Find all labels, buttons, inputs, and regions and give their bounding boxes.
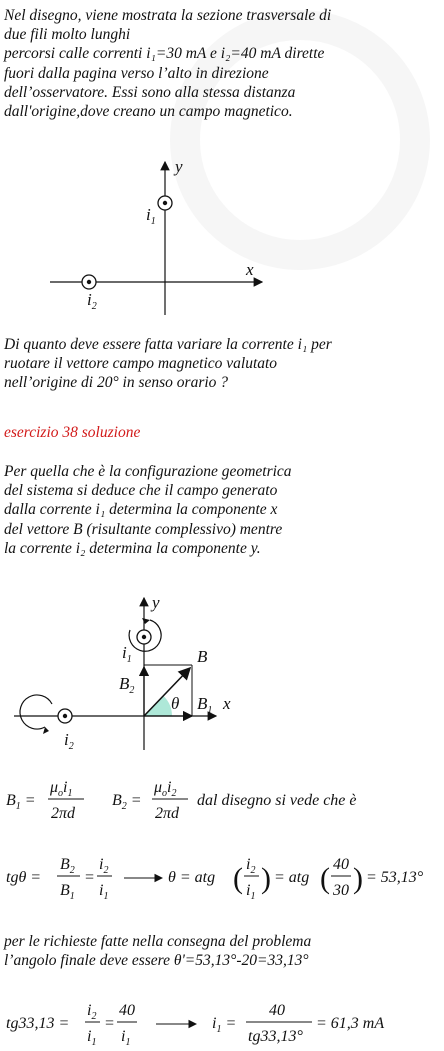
- question-line: Di quanto deve essere fatta variare la corrente i₁ per: [4, 336, 332, 353]
- svg-text:i1: $i_1$: [246, 882, 256, 902]
- svg-text:i1: $i_1$: [121, 1028, 131, 1048]
- svg-text:μoi2: $\mu_oi_2$: [154, 779, 177, 799]
- problem-line: dell’osservatore. Essi sono alla stessa distanza: [4, 83, 296, 101]
- question-line: nell’origine di 20° in senso orario ?: [4, 374, 229, 392]
- svg-text:tg33,13°: tg33,13°: [248, 1028, 303, 1045]
- wire-i2: [82, 275, 96, 289]
- conclusion: [4, 932, 440, 970]
- svg-text:40: 40: [119, 1002, 135, 1019]
- svg-text:B2: $B_2$: [60, 856, 75, 876]
- conclusion-line: per le richieste fatte nella consegna del problema: [4, 933, 312, 950]
- svg-text:θ = atg: θ = atg: [168, 869, 216, 886]
- wire-i2: [20, 695, 72, 734]
- svg-text:= atg: = atg: [274, 869, 310, 886]
- problem-line: percorsi calle correnti i₁=30 mA e i₂=40 mA dirette: [4, 45, 325, 63]
- wire-i1-label: $i_1$: [122, 643, 132, 665]
- svg-text:i1: $i_1$: [87, 1028, 97, 1048]
- svg-text:μoi1: $\mu_oi_1$: [50, 779, 73, 799]
- explanation-line: la corrente i₂ determina la componente y.: [4, 539, 261, 557]
- svg-text:dal disegno si vede che è: dal disegno si vede che è: [197, 792, 357, 809]
- x-axis-label: x: [246, 260, 254, 279]
- svg-text:i2: $i_2$: [246, 856, 256, 876]
- explanation-line: del sistema si deduce che il campo generato: [4, 482, 278, 500]
- svg-text:40: 40: [269, 1002, 285, 1019]
- wire-i1: [129, 618, 161, 651]
- theta-sector: [144, 696, 172, 716]
- question-line: ruotare il vettore campo magnetico valutato: [4, 355, 278, 373]
- B2-label: $B_2$: [119, 674, 135, 696]
- conclusion-line: l’angolo finale deve essere θ'=53,13°-20=33,13°: [4, 952, 309, 970]
- svg-text:=: =: [84, 869, 95, 886]
- svg-text:): ): [353, 862, 363, 895]
- explanation-line: del vettore B (risultante complessivo) mentre: [4, 520, 283, 538]
- wire-i2-label: $i_2$: [87, 290, 97, 312]
- svg-text:2πd: 2πd: [51, 805, 76, 822]
- svg-text:tgθ =: tgθ =: [6, 869, 42, 886]
- svg-text:30: 30: [333, 882, 349, 899]
- x-axis-label: x: [223, 694, 231, 713]
- problem-line: due fili molto lunghi: [4, 26, 131, 44]
- svg-text:): ): [261, 862, 271, 895]
- formula-new-current: [4, 996, 440, 1051]
- explanation: [4, 462, 440, 558]
- explanation-line: dalla corrente i₁ determina la componente x: [4, 501, 278, 519]
- svg-text:= 61,3 mA: = 61,3 mA: [316, 1015, 385, 1032]
- svg-text:2πd: 2πd: [155, 805, 180, 822]
- problem-statement: [4, 6, 440, 121]
- problem-line: dall'origine,dove creano un campo magnetico.: [4, 103, 293, 121]
- wire-i1: [158, 196, 172, 210]
- explanation-line: Per quella che è la configurazione geometrica: [4, 463, 292, 480]
- svg-text:i1 =: $i_1$ =: [212, 1015, 237, 1035]
- svg-text:(: (: [233, 862, 243, 895]
- svg-text:B1: $B_1$: [60, 882, 75, 902]
- question: [4, 335, 440, 393]
- svg-text:40: 40: [333, 856, 349, 873]
- solution-title: esercizio 38 soluzione: [4, 424, 141, 441]
- svg-text:B1 =: $B_1$ =: [6, 792, 36, 812]
- svg-text:= 53,13°: = 53,13°: [366, 869, 424, 886]
- svg-text:=: =: [104, 1015, 115, 1032]
- problem-line: fuori dalla pagina verso l’alto in direzione: [4, 64, 269, 82]
- wire-i2-label: $i_2$: [64, 730, 74, 752]
- field-vector-diagram: [0, 592, 444, 752]
- wire-i1-label: $i_1$: [146, 205, 156, 227]
- B-label: B: [197, 647, 208, 666]
- formula-angle: [4, 850, 440, 905]
- svg-text:B2 =: $B_2$ =: [112, 792, 142, 812]
- svg-text:tg33,13 =: tg33,13 =: [6, 1015, 70, 1032]
- svg-text:i2: $i_2$: [87, 1002, 97, 1022]
- wire-diagram: [0, 157, 444, 320]
- formula-field-magnitudes: [4, 772, 440, 827]
- svg-text:i2: $i_2$: [99, 856, 109, 876]
- svg-text:i1: $i_1$: [99, 882, 109, 902]
- y-axis-label: y: [152, 593, 160, 612]
- svg-text:(: (: [320, 862, 330, 895]
- problem-line: Nel disegno, viene mostrata la sezione trasversale di: [4, 7, 332, 24]
- B1-label: $B_1$: [197, 694, 213, 716]
- y-axis-label: y: [175, 157, 183, 176]
- theta-label: θ: [171, 694, 180, 713]
